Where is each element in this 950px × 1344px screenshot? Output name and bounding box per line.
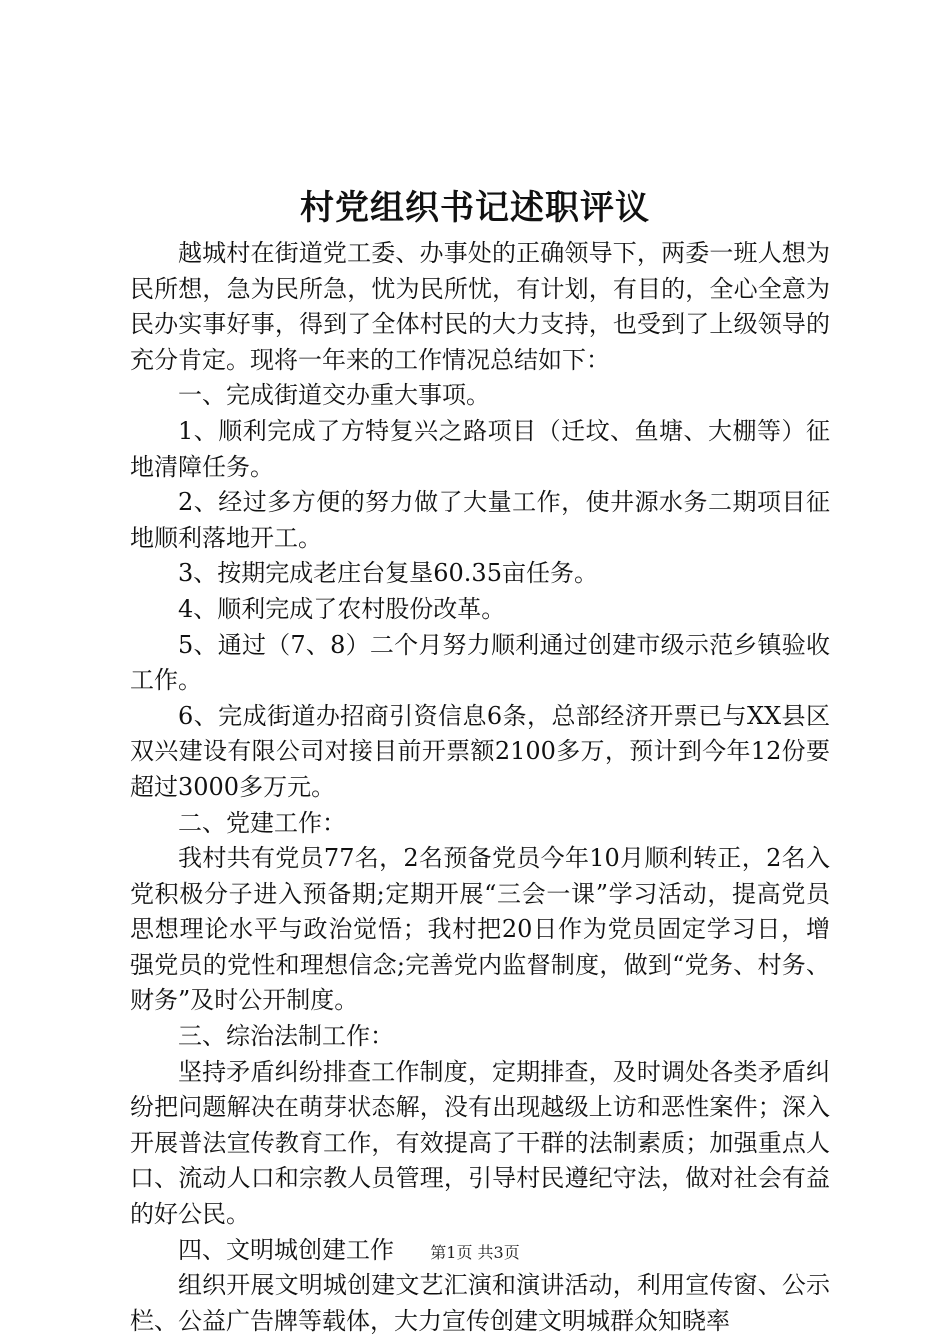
section-heading-3: 三、综治法制工作： xyxy=(178,1022,394,1051)
page-footer: 第1页 共3页 xyxy=(430,1243,520,1262)
paragraph-legal: 坚持矛盾纠纷排查工作制度，定期排查，及时调处各类矛盾纠纷把问题解决在萌芽状态解，没有出现越级上访和恶性案件；深入开展普法宣传教育工作，有效提高了干群的法制素质；加强重点人口、流动人口和宗教人员管理，引导村民遵纪守法，做对社会有益的好公民。 xyxy=(130,1057,830,1229)
list-item-6: 6、完成街道办招商引资信息6条，总部经济开票已与XX县区双兴建设有限公司对接目前开票额2100多万，预计到今年12份要超过3000多万元。 xyxy=(130,701,830,801)
document-body xyxy=(130,236,830,1339)
list-item-3: 3、按期完成老庄台复垦60.35亩任务。 xyxy=(178,559,598,588)
list-item-1: 1、顺利完成了方特复兴之路项目（迁坟、鱼塘、大棚等）征地清障任务。 xyxy=(130,416,830,481)
list-item-2: 2、经过多方便的努力做了大量工作，使井源水务二期项目征地顺利落地开工。 xyxy=(130,488,830,552)
paragraph-civilization: 组织开展文明城创建文艺汇演和演讲活动，利用宣传窗、公示栏、公益广告牌等载体，大力宣传创建文明城群众知晓率 xyxy=(130,1271,830,1335)
paragraph-intro: 越城村在街道党工委、办事处的正确领导下，两委一班人想为民所想，急为民所急，忧为民所忧，有计划，有目的，全心全意为民办实事好事，得到了全体村民的大力支持，也受到了上级领导的充分肯定。现将一年来的工作情况总结如下： xyxy=(130,239,830,374)
paragraph-party-building: 我村共有党员77名，2名预备党员今年10月顺利转正，2名入党积极分子进入预备期;定期开展“三会一课”学习活动，提高党员思想理论水平与政治觉悟；我村把20日作为党员固定学习日，增强党员的党性和理想信念;完善党内监督制度，做到“党务、村务、财务”及时公开制度。 xyxy=(130,844,830,1015)
list-item-4: 4、顺利完成了农村股份改革。 xyxy=(178,594,506,623)
document-title: 村党组织书记述职评议 xyxy=(300,188,650,228)
section-heading-2: 二、党建工作： xyxy=(178,808,346,837)
section-heading-4: 四、文明城创建工作 xyxy=(178,1235,394,1264)
list-item-5: 5、通过（7、8）二个月努力顺利通过创建市级示范乡镇验收工作。 xyxy=(130,630,830,695)
section-heading-1: 一、完成街道交办重大事项。 xyxy=(178,381,490,410)
